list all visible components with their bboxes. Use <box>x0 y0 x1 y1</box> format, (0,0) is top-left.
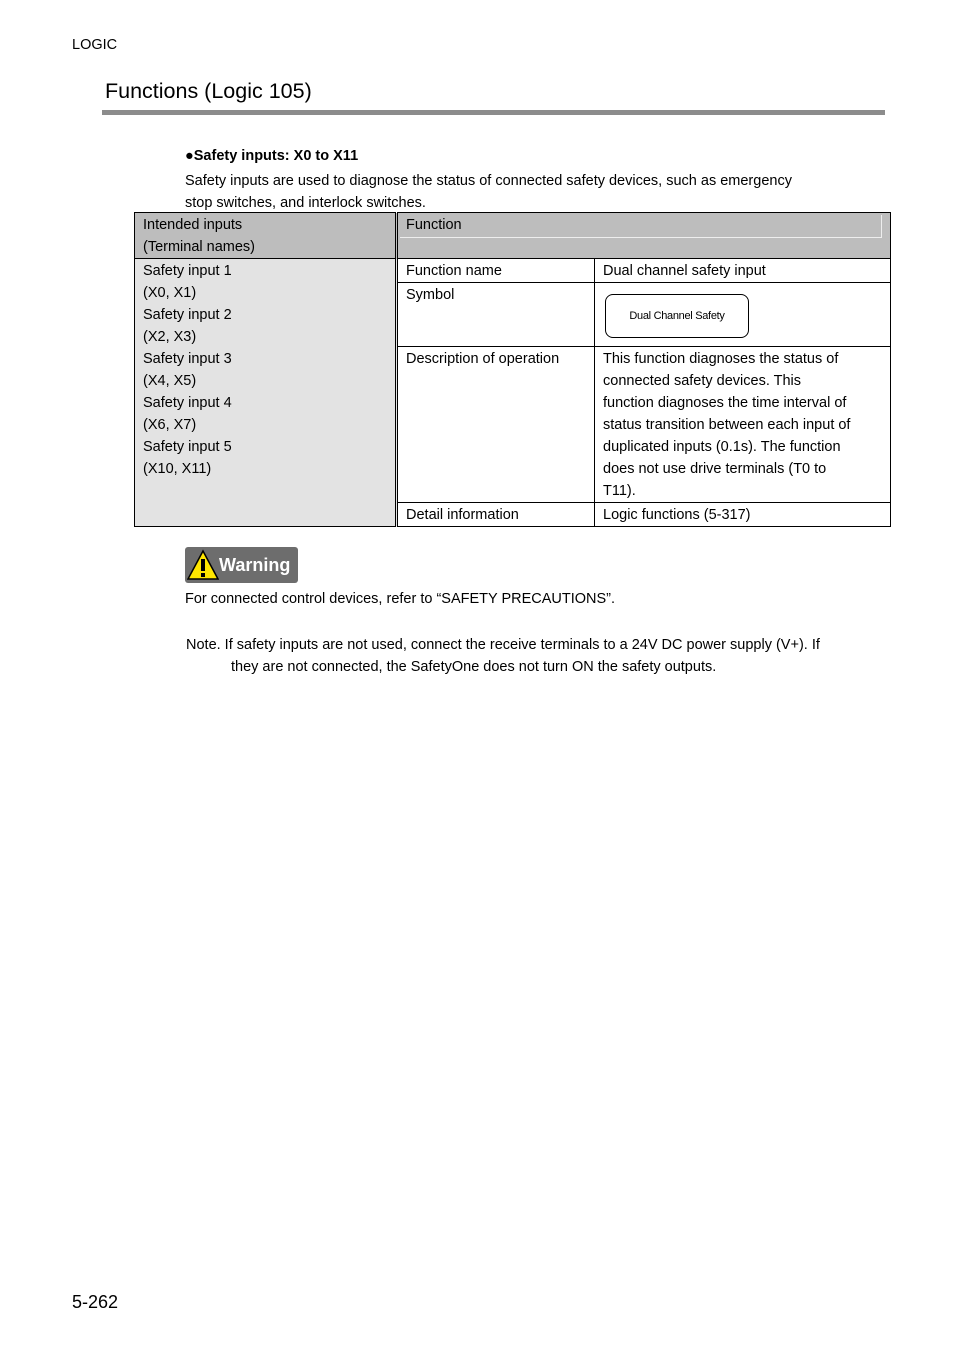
section-tag: LOGIC <box>72 37 118 53</box>
page-title: Functions (Logic 105) <box>105 79 312 103</box>
intro-line: stop switches, and interlock switches. <box>185 195 426 211</box>
input-item: Safety input 5 <box>143 439 232 455</box>
symbol-label: Symbol <box>397 283 595 347</box>
input-terminals: (X10, X11) <box>143 461 212 477</box>
intro-line: Safety inputs are used to diagnose the status of connected safety devices, such as emergency <box>185 173 792 189</box>
note-line: they are not connected, the SafetyOne does not turn ON the safety outputs. <box>231 659 717 675</box>
description-value: This function diagnoses the status of connected safety devices. This function diagnoses the time interval of status transition between each input of duplicated inputs (0.1s). The function does not use drive terminals (T0 to T11). <box>595 347 891 503</box>
input-terminals: (X0, X1) <box>143 285 197 301</box>
input-item: Safety input 2 <box>143 307 232 323</box>
warning-text: For connected control devices, refer to “SAFETY PRECAUTIONS”. <box>185 591 616 607</box>
function-name-label: Function name <box>397 259 595 283</box>
note-paragraph <box>186 634 886 678</box>
input-item: Safety input 3 <box>143 351 232 367</box>
input-terminals: (X4, X5) <box>143 373 197 389</box>
note-line: Note. If safety inputs are not used, connect the receive terminals to a 24V DC power supply (V+). If <box>186 637 820 653</box>
intro-paragraph <box>185 170 885 214</box>
table-row <box>135 259 891 283</box>
warning-label: Warning <box>219 554 291 575</box>
input-terminals: (X6, X7) <box>143 417 197 433</box>
dual-channel-safety-symbol <box>605 294 749 338</box>
intended-inputs-list <box>135 259 397 527</box>
symbol-text: Dual Channel Safety <box>629 310 725 322</box>
function-table <box>134 212 891 527</box>
detail-value: Logic functions (5-317) <box>595 503 891 527</box>
table-header-row <box>135 213 891 259</box>
page-number: 5-262 <box>72 1292 119 1312</box>
input-terminals: (X2, X3) <box>143 329 197 345</box>
function-name-value: Dual channel safety input <box>595 259 891 283</box>
title-divider <box>102 110 885 115</box>
header-function: Function <box>397 213 891 259</box>
input-item: Safety input 1 <box>143 263 232 279</box>
warning-triangle-icon <box>187 549 219 581</box>
description-label: Description of operation <box>397 347 595 503</box>
subheading: ●Safety inputs: X0 to X11 <box>185 148 359 164</box>
symbol-cell <box>595 283 891 347</box>
detail-label: Detail information <box>397 503 595 527</box>
header-intended-inputs: Intended inputs (Terminal names) <box>135 213 397 259</box>
input-item: Safety input 4 <box>143 395 232 411</box>
warning-badge <box>185 547 298 583</box>
